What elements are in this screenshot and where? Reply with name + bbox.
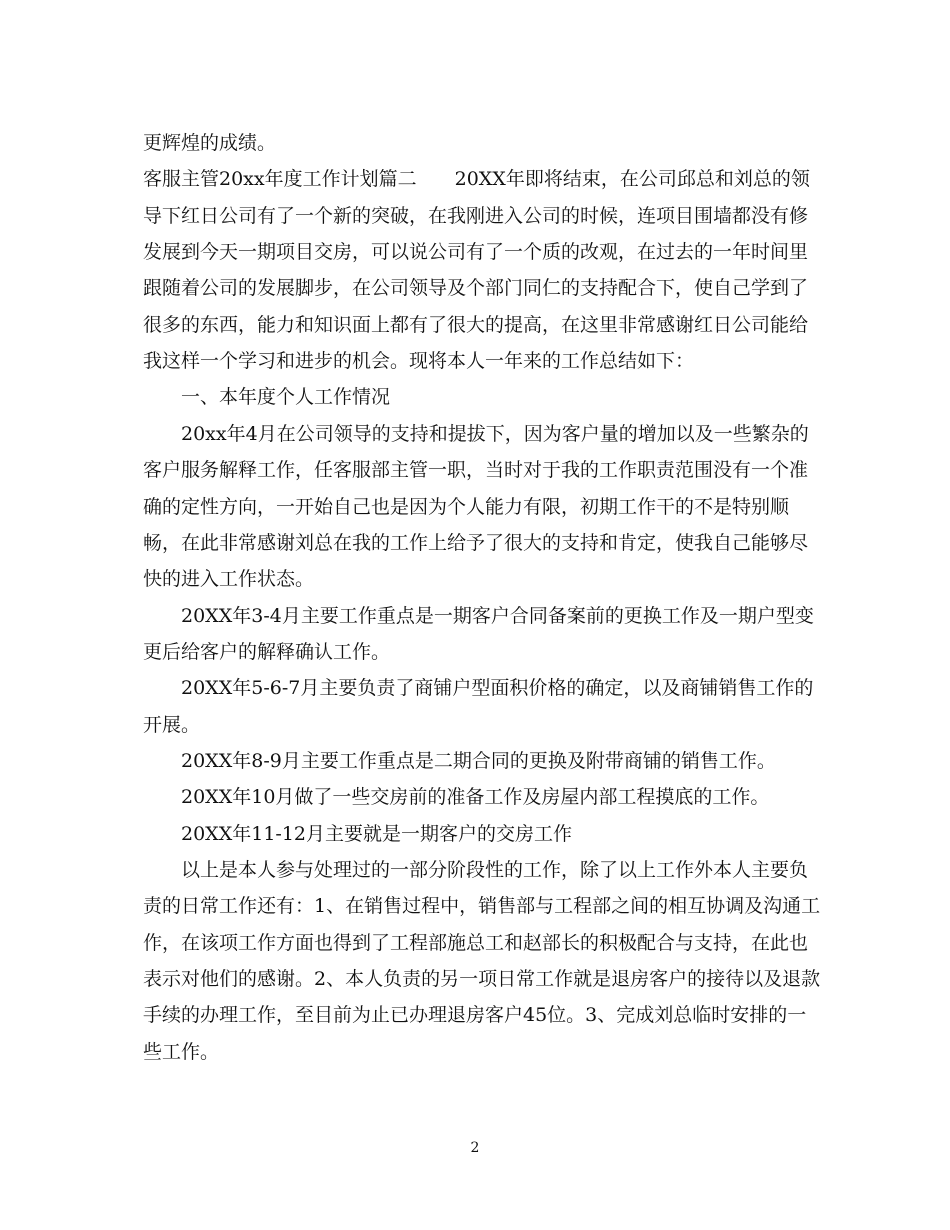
text-line: 20XX年8-9月主要工作重点是二期合同的更换及附带商铺的销售工作。 — [143, 749, 776, 772]
text-line: 导下红日公司有了一个新的突破，在我刚进入公司的时候，连项目围墙都没有修 — [143, 204, 809, 227]
text-line: 手续的办理工作，至目前为止已办理退房客户45位。3、完成刘总临时安排的一 — [143, 1004, 807, 1027]
text-line: 20XX年10月做了一些交房前的准备工作及房屋内部工程摸底的工作。 — [143, 786, 770, 809]
text-line: 20xx年4月在公司领导的支持和提拔下，因为客户量的增加以及一些繁杂的 — [143, 422, 809, 445]
text-line: 客服主管20xx年度工作计划篇二 20XX年即将结束，在公司邱总和刘总的领 — [143, 168, 810, 191]
text-line: 跟随着公司的发展脚步，在公司领导及个部门同仁的支持配合下，使自己学到了 — [143, 277, 809, 300]
text-line: 以上是本人参与处理过的一部分阶段性的工作，除了以上工作外本人主要负 — [143, 859, 809, 881]
text-line: 表示对他们的感谢。2、本人负责的另一项日常工作就是退房客户的接待以及退款 — [143, 968, 821, 991]
text-line: 快的进入工作状态。 — [143, 568, 315, 591]
text-line: 责的日常工作还有：1、在销售过程中，销售部与工程部之间的相互协调及沟通工 — [143, 895, 821, 918]
text-line: 20XX年3-4月主要工作重点是一期客户合同备案前的更换工作及一期户型变 — [143, 604, 814, 627]
text-line: 客户服务解释工作，任客服部主管一职，当时对于我的工作职责范围没有一个准 — [143, 459, 809, 482]
text-line: 很多的东西，能力和知识面上都有了很大的提高，在这里非常感谢红日公司能给 — [143, 313, 809, 336]
text-line: 20XX年11-12月主要就是一期客户的交房工作 — [143, 822, 573, 845]
text-line: 开展。 — [143, 713, 201, 736]
text-line: 发展到今天一期项目交房，可以说公司有了一个质的改观，在过去的一年时间里 — [143, 241, 809, 264]
text-line: 我这样一个学习和进步的机会。现将本人一年来的工作总结如下： — [143, 350, 695, 373]
text-line: 一、本年度个人工作情况 — [143, 386, 391, 409]
page-number: 2 — [470, 1140, 480, 1156]
text-line: 些工作。 — [143, 1040, 220, 1063]
text-line: 确的定性方向，一开始自己也是因为个人能力有限，初期工作干的不是特别顺 — [143, 495, 790, 518]
text-line: 作，在该项工作方面也得到了工程部施总工和赵部长的积极配合与支持，在此也 — [143, 931, 809, 954]
text-line: 畅，在此非常感谢刘总在我的工作上给予了很大的支持和肯定，使我自己能够尽 — [143, 531, 809, 554]
text-line: 20XX年5-6-7月主要负责了商铺户型面积价格的确定，以及商铺销售工作的 — [143, 677, 814, 700]
text-line: 更辉煌的成绩。 — [143, 132, 277, 154]
text-line: 更后给客户的解释确认工作。 — [143, 640, 391, 663]
